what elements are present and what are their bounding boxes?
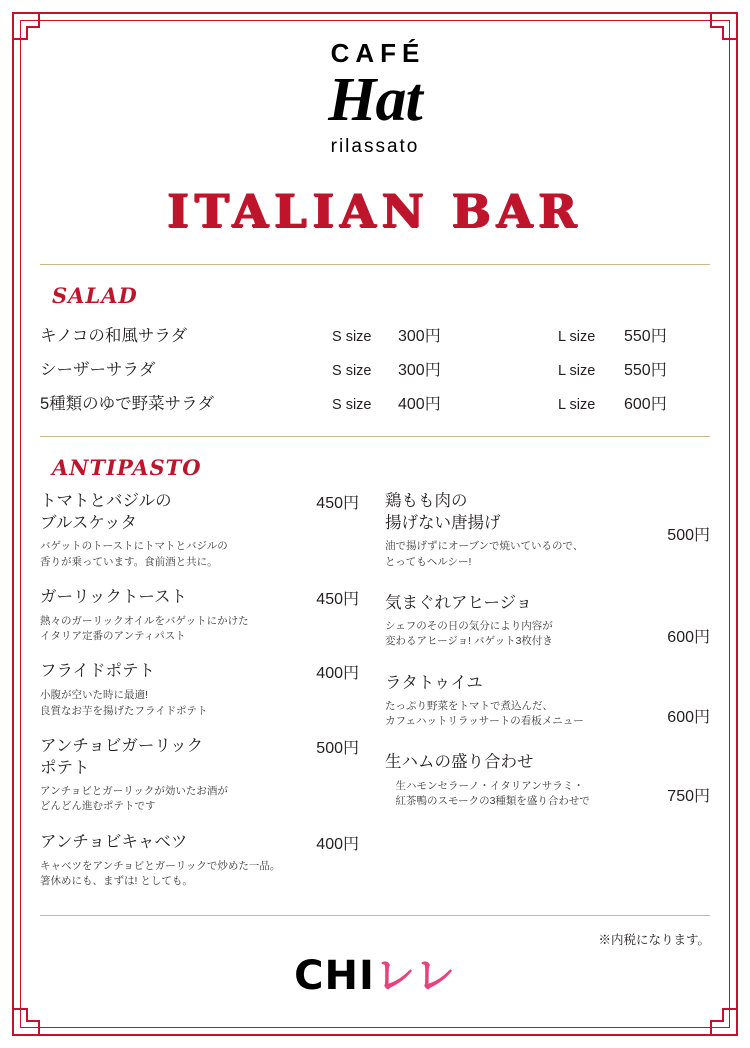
page-footer [40, 930, 710, 1000]
table-row [40, 352, 710, 384]
brand-logo [40, 38, 710, 158]
item-description: シェフのその日の気分により内容が 変わるアヒージョ! バゲット3枚付き [385, 620, 553, 648]
brand-name: Hat [328, 66, 422, 134]
salad-size-small-label: S size [332, 396, 372, 413]
antipasto-column-right [375, 490, 710, 905]
salad-size-large-price: 600円 [624, 395, 667, 413]
item-price: 600円 [667, 708, 710, 726]
menu-content [40, 30, 710, 1018]
item-price: 500円 [316, 739, 359, 757]
item-price: 600円 [667, 628, 710, 646]
item-description: アンチョビとガーリックが効いたお酒が どんどん進むポテトです [40, 785, 228, 813]
list-item [385, 672, 710, 730]
section-title-antipasto: ANTIPASTO [52, 454, 202, 480]
page-title: ITALIAN BAR [167, 183, 583, 238]
list-item [40, 735, 359, 815]
item-name: ガーリックトースト [40, 587, 188, 606]
item-price: 400円 [316, 835, 359, 853]
salad-size-large-label: L size [558, 396, 596, 413]
item-description: バゲットのトーストにトマトとバジルの 香りが乗っています。食前酒と共に。 [40, 540, 228, 568]
divider-top [40, 264, 710, 265]
chill-logo-part1: CHI [294, 953, 375, 1000]
chill-logo [40, 944, 710, 1001]
item-name: アンチョビガーリック ポテト [40, 736, 204, 777]
brand-cafe-word: CAFÉ [330, 38, 426, 68]
item-name: ラタトゥイユ [385, 673, 483, 692]
list-item [385, 751, 710, 809]
salad-size-large-label: L size [558, 362, 596, 379]
item-price: 750円 [667, 788, 710, 806]
salad-size-small-price: 300円 [398, 327, 441, 345]
item-name: 生ハムの盛り合わせ [385, 753, 534, 772]
list-item [40, 490, 359, 570]
item-description: 油で揚げずにオーブンで焼いているので、 とってもヘルシー! [385, 540, 584, 568]
item-description: たっぷり野菜をトマトで煮込んだ、 カフェハットリラッサートの看板メニュー [385, 699, 584, 728]
item-price: 450円 [316, 494, 359, 512]
item-description: キャベツをアンチョビとガーリックで炒めた一品。 箸休めにも、まずは! としても。 [40, 859, 281, 887]
divider-bottom [40, 915, 710, 916]
antipasto-column-left [40, 490, 375, 905]
item-description: 生ハモンセラーノ・イタリアンサラミ・ 紅茶鴨のスモークの3種類を盛り合わせで [385, 779, 590, 807]
salad-item-name: シーザーサラダ [40, 360, 156, 379]
list-item [40, 586, 359, 644]
salad-item-name: 5種類のゆで野菜サラダ [40, 394, 215, 413]
salad-list [40, 318, 710, 418]
list-item [385, 592, 710, 650]
salad-size-large-price: 550円 [624, 361, 667, 379]
item-description: 小腹が空いた時に最適! 良質なお芋を揚げたフライドポテト [40, 689, 208, 717]
salad-size-small-price: 300円 [398, 361, 441, 379]
list-item [40, 831, 359, 889]
list-item [40, 660, 359, 718]
item-price: 450円 [316, 590, 359, 608]
salad-size-large-price: 550円 [624, 327, 667, 345]
list-item [385, 490, 710, 570]
divider-middle [40, 436, 710, 437]
item-name: トマトとバジルの ブルスケッタ [40, 491, 172, 533]
antipasto-grid [40, 490, 710, 905]
salad-size-small-label: S size [332, 362, 372, 379]
item-name: フライドポテト [40, 662, 156, 681]
salad-size-large-label: L size [558, 328, 596, 345]
item-name: 気まぐれアヒージョ [385, 593, 533, 612]
salad-size-small-price: 400円 [398, 395, 441, 413]
brand-tagline: rilassato [330, 135, 420, 157]
item-price: 500円 [667, 526, 710, 544]
item-name: 鶏もも肉の 揚げない唐揚げ [385, 491, 501, 533]
item-description: 熱々のガーリックオイルをバゲットにかけた イタリア定番のアンティパスト [40, 614, 249, 643]
salad-item-name: キノコの和風サラダ [40, 326, 188, 345]
section-title-salad: SALAD [52, 282, 138, 308]
item-name: アンチョビキャベツ [40, 832, 188, 851]
table-row [40, 318, 710, 350]
tax-note: ※内税になります。 [598, 933, 710, 948]
item-price: 400円 [316, 665, 359, 683]
salad-size-small-label: S size [332, 328, 372, 345]
table-row [40, 386, 710, 418]
chill-logo-part2: レレ [374, 953, 456, 1000]
